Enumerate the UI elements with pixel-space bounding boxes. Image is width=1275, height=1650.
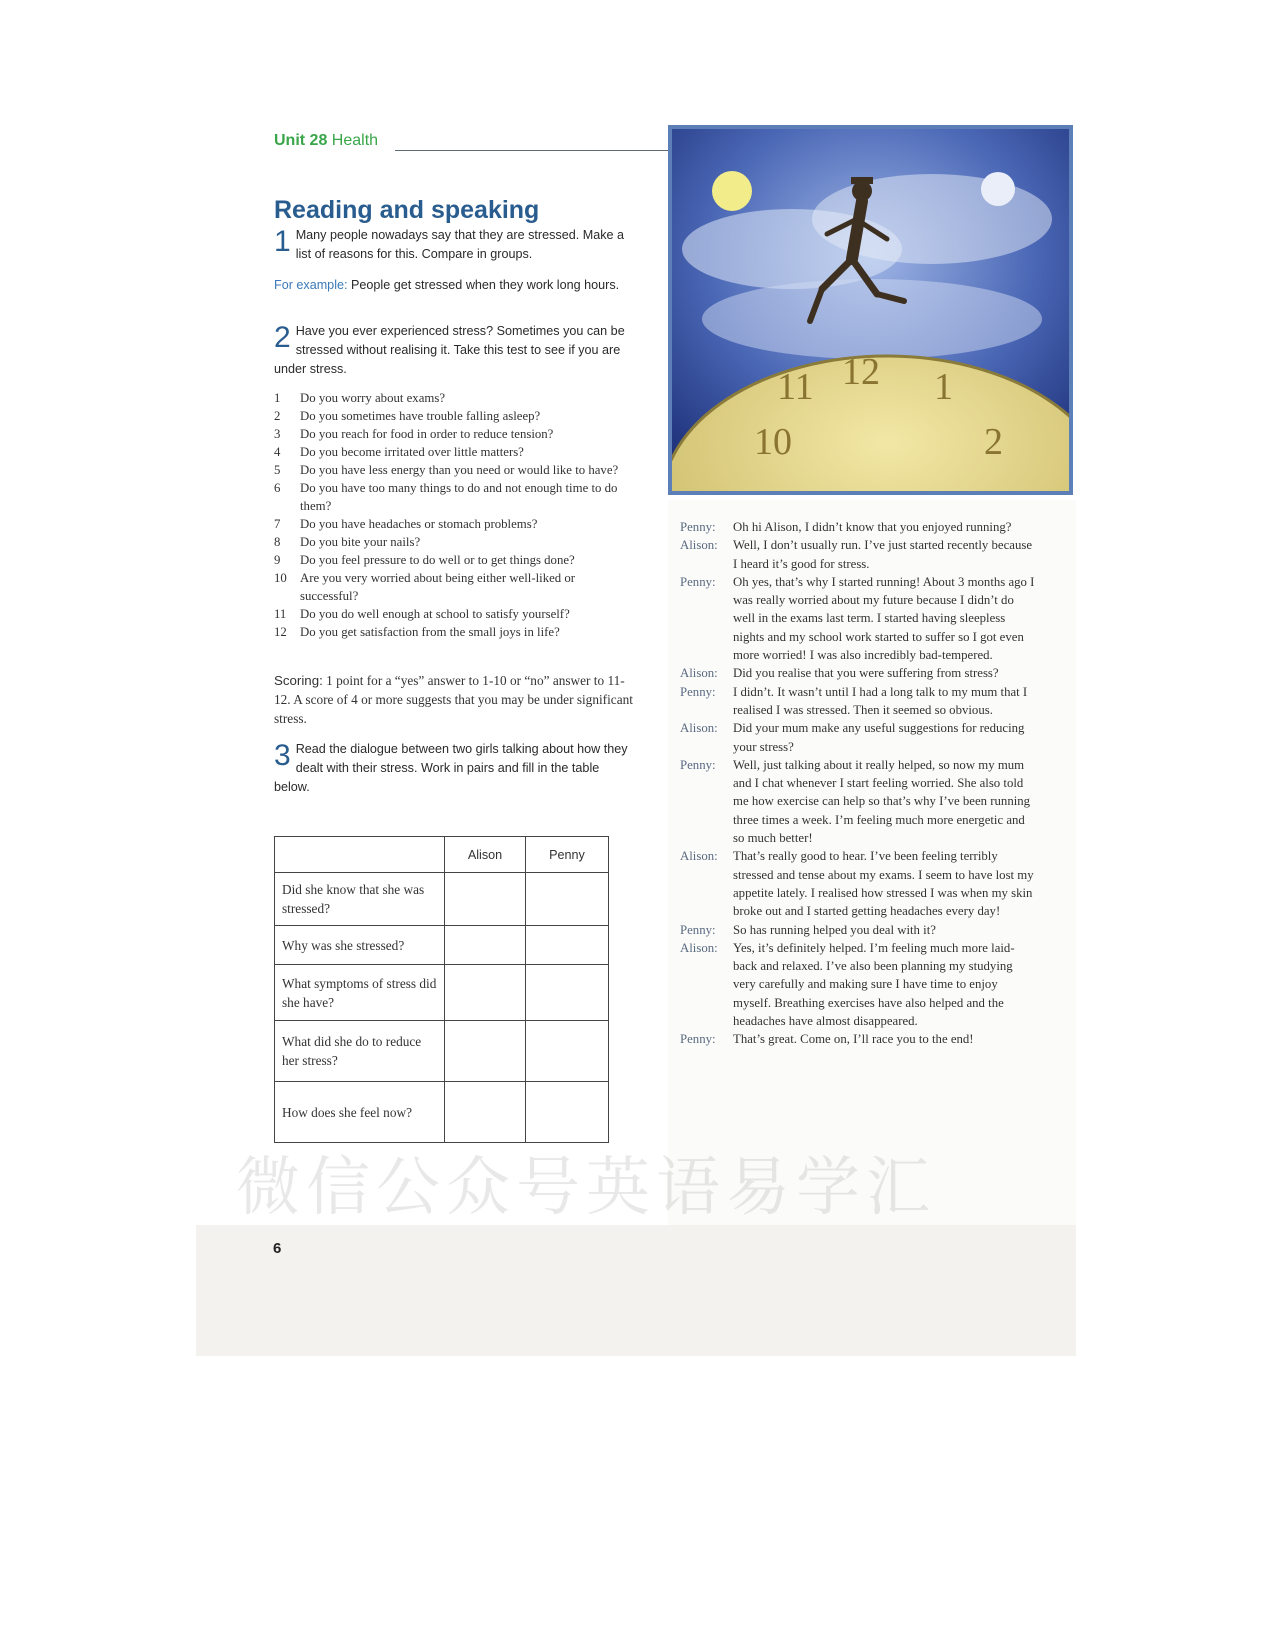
- speaker-line: That’s really good to hear. I’ve been feeling terribly stressed and tense about my exams. I seem to have lost my appetite lately. I realised how stressed I was when my skin broke out and I started getting headaches every day!: [733, 849, 1034, 919]
- answer-cell-penny[interactable]: [526, 1082, 609, 1143]
- moon-icon: [981, 172, 1015, 206]
- table-row: [275, 1082, 609, 1143]
- quiz-question: Do you sometimes have trouble falling asleep?: [300, 409, 541, 423]
- unit-header: [274, 132, 378, 150]
- speaker-line: Oh hi Alison, I didn’t know that you enjoyed running?: [733, 520, 1012, 534]
- speaker-line: Well, I don’t usually run. I’ve just started recently because I heard it’s good for stress.: [733, 538, 1033, 571]
- header-divider: [395, 150, 668, 151]
- unit-number: Unit 28: [274, 132, 328, 149]
- clock-numeral: 1: [934, 366, 953, 408]
- page-number: 6: [273, 1240, 282, 1257]
- task-text: Have you ever experienced stress? Sometimes you can be stressed without realising it. Take this test to see if you are under stress.: [274, 324, 625, 376]
- table-row: [275, 1021, 609, 1082]
- quiz-item: [274, 515, 634, 533]
- dialogue-turn: [680, 921, 1036, 939]
- quiz-number: 11: [274, 607, 287, 621]
- speaker-line: So has running helped you deal with it?: [733, 922, 936, 937]
- answer-cell-penny[interactable]: [526, 965, 609, 1021]
- answer-cell-alison[interactable]: [445, 965, 526, 1021]
- dialogue-turn: [680, 847, 1036, 920]
- task-3: [274, 740, 636, 797]
- table-question: Did she know that she was stressed?: [275, 873, 445, 926]
- dialogue-turn: [680, 573, 1036, 664]
- stress-table: [274, 836, 609, 1143]
- clock-numeral: 2: [984, 421, 1003, 463]
- table-header-row: [275, 837, 609, 873]
- dialogue-turn: [680, 756, 1036, 847]
- table-row: [275, 965, 609, 1021]
- scoring-text: 1 point for a “yes” answer to 1-10 or “no” answer to 11-12. A score of 4 or more suggests that you may be under significant stress.: [274, 673, 633, 726]
- speaker-name: Penny:: [680, 757, 716, 772]
- quiz-item: [274, 551, 634, 569]
- speaker-name: Alison:: [680, 538, 718, 553]
- quiz-question: Do you do well enough at school to satisfy yourself?: [300, 607, 570, 621]
- task-1: [274, 226, 636, 264]
- quiz-item: [274, 425, 634, 443]
- answer-cell-alison[interactable]: [445, 1082, 526, 1143]
- speaker-name: Alison:: [680, 666, 718, 681]
- quiz-item: [274, 569, 634, 605]
- table-question: Why was she stressed?: [275, 926, 445, 965]
- stress-quiz: [274, 389, 634, 641]
- quiz-question: Do you have headaches or stomach problems?: [300, 517, 538, 531]
- scoring-label: Scoring:: [274, 673, 323, 688]
- table-question: What did she do to reduce her stress?: [275, 1021, 445, 1082]
- speaker-name: Penny:: [680, 684, 716, 699]
- dialogue-turn: [680, 536, 1036, 573]
- quiz-item: [274, 389, 634, 407]
- dialogue-turn: [680, 664, 1036, 682]
- table-question: What symptoms of stress did she have?: [275, 965, 445, 1021]
- section-title: Reading and speaking: [274, 196, 540, 224]
- unit-topic: Health: [331, 132, 379, 149]
- quiz-number: 3: [274, 427, 281, 441]
- answer-cell-penny[interactable]: [526, 926, 609, 965]
- speaker-name: Penny:: [680, 1032, 716, 1047]
- speaker-name: Alison:: [680, 940, 718, 955]
- answer-cell-alison[interactable]: [445, 873, 526, 926]
- quiz-number: 2: [274, 409, 281, 423]
- quiz-number: 12: [274, 625, 287, 639]
- answer-cell-penny[interactable]: [526, 873, 609, 926]
- dialogue-turn: [680, 683, 1036, 720]
- clock-numeral: 11: [777, 366, 814, 408]
- speaker-name: Penny:: [680, 574, 716, 589]
- speaker-name: Penny:: [680, 922, 716, 937]
- clock-numeral: 12: [842, 351, 880, 393]
- task-number: 2: [274, 321, 291, 354]
- task-2: [274, 322, 636, 379]
- dialogue-turn: [680, 939, 1036, 1030]
- quiz-item: [274, 407, 634, 425]
- speaker-line: Did your mum make any useful suggestions for reducing your stress?: [733, 721, 1025, 754]
- quiz-question: Do you bite your nails?: [300, 535, 421, 549]
- quiz-question: Do you become irritated over little matters?: [300, 445, 524, 459]
- scoring-note: [274, 671, 634, 728]
- dialogue-turn: [680, 518, 1036, 536]
- task-text: Read the dialogue between two girls talking about how they dealt with their stress. Work in pairs and fill in the table below.: [274, 742, 628, 794]
- table-row: [275, 873, 609, 926]
- quiz-number: 4: [274, 445, 281, 459]
- example: [274, 276, 636, 295]
- speaker-line: Yes, it’s definitely helped. I’m feeling much more laid-back and relaxed. I’ve also been planning my studying very carefully and making sure I have time to enjoy myself. Breathing exercises have also helped and the headaches have almost disappeared.: [733, 940, 1015, 1029]
- dialogue: [680, 518, 1036, 1049]
- task-text: Many people nowadays say that they are stressed. Make a list of reasons for this. Compare in groups.: [295, 228, 625, 261]
- answer-cell-alison[interactable]: [445, 926, 526, 965]
- table-question: How does she feel now?: [275, 1082, 445, 1143]
- speaker-line: Did you realise that you were suffering from stress?: [733, 666, 999, 681]
- speaker-name: Alison:: [680, 849, 718, 864]
- quiz-number: 9: [274, 553, 281, 567]
- table-header-alison: Alison: [445, 837, 526, 873]
- quiz-question: Are you very worried about being either well-liked or successful?: [300, 571, 576, 603]
- quiz-number: 7: [274, 517, 281, 531]
- task-number: 1: [274, 225, 291, 258]
- quiz-number: 6: [274, 481, 281, 495]
- quiz-question: Do you have less energy than you need or would like to have?: [300, 463, 619, 477]
- sun-icon: [712, 171, 752, 211]
- quiz-question: Do you have too many things to do and not enough time to do them?: [300, 481, 618, 513]
- quiz-number: 10: [274, 571, 287, 585]
- quiz-number: 1: [274, 391, 281, 405]
- clock-illustration: [668, 125, 1073, 495]
- answer-cell-penny[interactable]: [526, 1021, 609, 1082]
- quiz-item: [274, 443, 634, 461]
- watermark: 微信公众号英语易学汇: [236, 1151, 936, 1225]
- dialogue-turn: [680, 1030, 1036, 1048]
- quiz-item: [274, 533, 634, 551]
- example-label: For example:: [274, 278, 348, 292]
- clock-numeral: 10: [754, 421, 792, 463]
- quiz-question: Do you reach for food in order to reduce tension?: [300, 427, 554, 441]
- quiz-number: 8: [274, 535, 281, 549]
- speaker-name: Alison:: [680, 721, 718, 736]
- quiz-item: [274, 479, 634, 515]
- task-number: 3: [274, 739, 291, 772]
- table-header-penny: Penny: [526, 837, 609, 873]
- quiz-question: Do you get satisfaction from the small joys in life?: [300, 625, 560, 639]
- quiz-item: [274, 623, 634, 641]
- speaker-line: That’s great. Come on, I’ll race you to the end!: [733, 1032, 974, 1047]
- speaker-name: Penny:: [680, 520, 716, 534]
- quiz-item: [274, 605, 634, 623]
- quiz-number: 5: [274, 463, 281, 477]
- quiz-question: Do you feel pressure to do well or to get things done?: [300, 553, 575, 567]
- speaker-line: Well, just talking about it really helped, so now my mum and I chat whenever I start feeling worried. She also told me how exercise can help so that’s why I’ve been running three times a week. I’m feeling much more energetic and so much better!: [733, 757, 1031, 846]
- answer-cell-alison[interactable]: [445, 1021, 526, 1082]
- table-row: [275, 926, 609, 965]
- dialogue-turn: [680, 719, 1036, 756]
- example-text: People get stressed when they work long hours.: [351, 278, 620, 292]
- quiz-item: [274, 461, 634, 479]
- clock-runner-artwork: [672, 129, 1069, 491]
- speaker-line: Oh yes, that’s why I started running! About 3 months ago I was really worried about my future because I didn’t do well in the exams last term. I started having sleepless nights and my school work started to suffer so I got even more worried! I was also incredibly bad-tempered.: [733, 574, 1035, 663]
- speaker-line: I didn’t. It wasn’t until I had a long talk to my mum that I realised I was stressed. Then it seemed so obvious.: [733, 684, 1028, 717]
- quiz-question: Do you worry about exams?: [300, 391, 445, 405]
- table-header-blank: [275, 837, 445, 873]
